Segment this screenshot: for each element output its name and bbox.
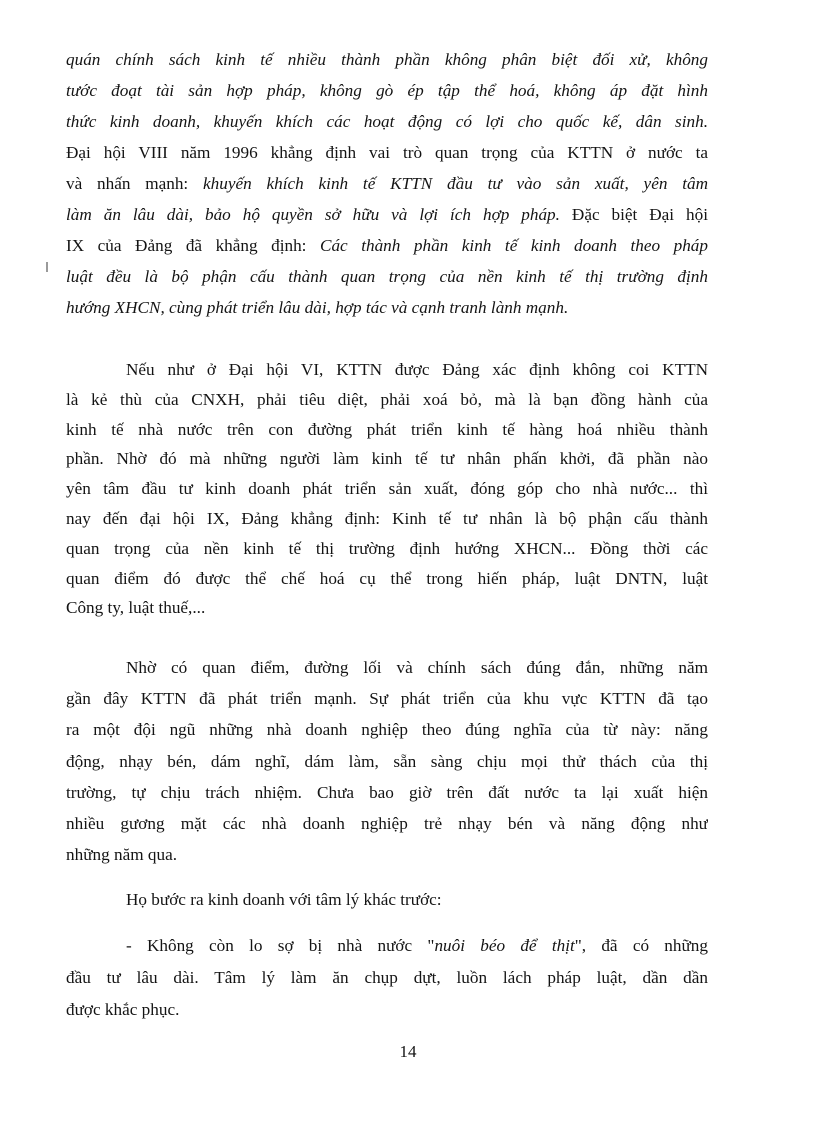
text-line [66, 777, 708, 808]
text-run: được khắc phục. [66, 1000, 180, 1019]
text-run: đầu tư lâu dài. Tâm lý làm ăn chụp dựt, luồn lách pháp luật, dần dần [66, 968, 708, 987]
text-line [66, 994, 708, 1026]
text-run: Họ bước ra kinh doanh với tâm lý khác trước: [126, 890, 442, 909]
text-run: Nhờ có quan điểm, đường lối và chính sách đúng đắn, những năm [126, 658, 708, 677]
text-run: IX của Đảng đã khẳng định: [66, 236, 320, 255]
text-run: phần. Nhờ đó mà những người làm kinh tế tư nhân phấn khởi, đã phần nào [66, 449, 708, 469]
text-line [66, 714, 708, 745]
text-run: trường, tự chịu trách nhiệm. Chưa bao giờ trên đất nước ta lại xuất hiện [66, 782, 708, 802]
text-run: Công ty, luật thuế,... [66, 598, 206, 618]
text-run: Nếu như ở Đại hội VI, KTTN được Đảng xác định không coi KTTN [126, 360, 708, 379]
text-line [66, 261, 708, 292]
text-line [66, 385, 708, 415]
italic-text-run: tước đoạt tài sản hợp pháp, không gò ép tập thể hoá, không áp đặt hình [66, 81, 708, 100]
paragraph-mindset-intro [66, 884, 708, 915]
text-line [66, 474, 708, 504]
italic-text-run: hướng XHCN, cùng phát triển lâu dài, hợp tác và cạnh tranh lành mạnh. [66, 298, 569, 317]
text-line [66, 199, 708, 230]
text-line [66, 415, 708, 445]
text-run: gần đây KTTN đã phát triển mạnh. Sự phát triển của khu vực KTTN đã tạo [66, 689, 708, 709]
italic-text-run: luật đều là bộ phận cấu thành quan trọng của nền kinh tế thị trường định [66, 267, 708, 286]
text-run: Đại hội VIII năm 1996 khẳng định vai trò quan trọng của KTTN ở nước ta [66, 143, 708, 162]
italic-text-run: thức kinh doanh, khuyến khích các hoạt động có lợi cho quốc kế, dân sinh. [66, 112, 708, 131]
text-run: quan trọng của nền kinh tế thị trường định hướng XHCN... Đồng thời các [66, 538, 708, 558]
italic-text-run: quán chính sách kinh tế nhiều thành phần không phân biệt đối xử, không [66, 50, 708, 69]
text-line [66, 504, 708, 534]
text-line [66, 683, 708, 714]
text-line [66, 808, 708, 839]
text-run: và nhấn mạnh: [66, 174, 204, 193]
page-number: 14 [399, 1042, 417, 1061]
text-line [66, 564, 708, 594]
text-run: kinh tế nhà nước trên con đường phát triển kinh tế hàng hoá nhiều thành [66, 419, 708, 439]
text-line [66, 355, 708, 385]
text-line [66, 746, 708, 777]
text-run: quan điểm đó được thể chế hoá cụ thể trong hiến pháp, luật DNTN, luật [66, 568, 708, 588]
text-line [66, 292, 708, 323]
text-run: - Không còn lo sợ bị nhà nước " [126, 936, 435, 955]
paragraph-development [66, 652, 708, 870]
text-run: động, nhạy bén, dám nghĩ, dám làm, sẵn sàng chịu mọi thử thách của thị [66, 751, 708, 771]
text-run: Đặc biệt Đại hội [559, 205, 708, 224]
italic-text-run: Các thành phần kinh tế kinh doanh theo pháp [319, 236, 708, 255]
text-run: ", đã có những [574, 936, 708, 955]
paragraph-congress-vi [66, 355, 708, 623]
text-run: những năm qua. [66, 845, 177, 865]
text-line [66, 593, 708, 623]
text-line [66, 962, 708, 994]
text-line [66, 106, 708, 137]
margin-mark [46, 262, 48, 272]
text-run: ra một đội ngũ những nhà doanh nghiệp theo đúng nghĩa của từ này: năng [66, 720, 708, 740]
text-line [66, 444, 708, 474]
text-line [66, 168, 708, 199]
text-line [66, 44, 708, 75]
text-line [66, 75, 708, 106]
text-run: là kẻ thù của CNXH, phải tiêu diệt, phải xoá bỏ, mà là bạn đồng hành của [66, 389, 708, 409]
text-line [66, 230, 708, 261]
text-line [66, 534, 708, 564]
text-line [66, 137, 708, 168]
paragraph-no-fear [66, 930, 708, 1026]
text-line [66, 652, 708, 683]
text-run: nay đến đại hội IX, Đảng khẳng định: Kinh tế tư nhân là bộ phận cấu thành [66, 508, 708, 528]
paragraph-party-policy [66, 44, 708, 323]
text-line [66, 884, 708, 915]
italic-text-run: nuôi béo để thịt [434, 936, 575, 955]
italic-text-run: khuyến khích kinh tế KTTN đầu tư vào sản xuất, yên tâm [203, 174, 708, 193]
text-run: nhiều gương mặt các nhà doanh nghiệp trẻ nhạy bén và năng động như [66, 814, 708, 834]
text-run: yên tâm đầu tư kinh doanh phát triển sản xuất, đóng góp cho nhà nước... thì [66, 479, 708, 499]
italic-text-run: làm ăn lâu dài, bảo hộ quyền sở hữu và lợi ích hợp pháp. [66, 205, 560, 224]
text-line [66, 930, 708, 962]
text-line [66, 839, 708, 870]
